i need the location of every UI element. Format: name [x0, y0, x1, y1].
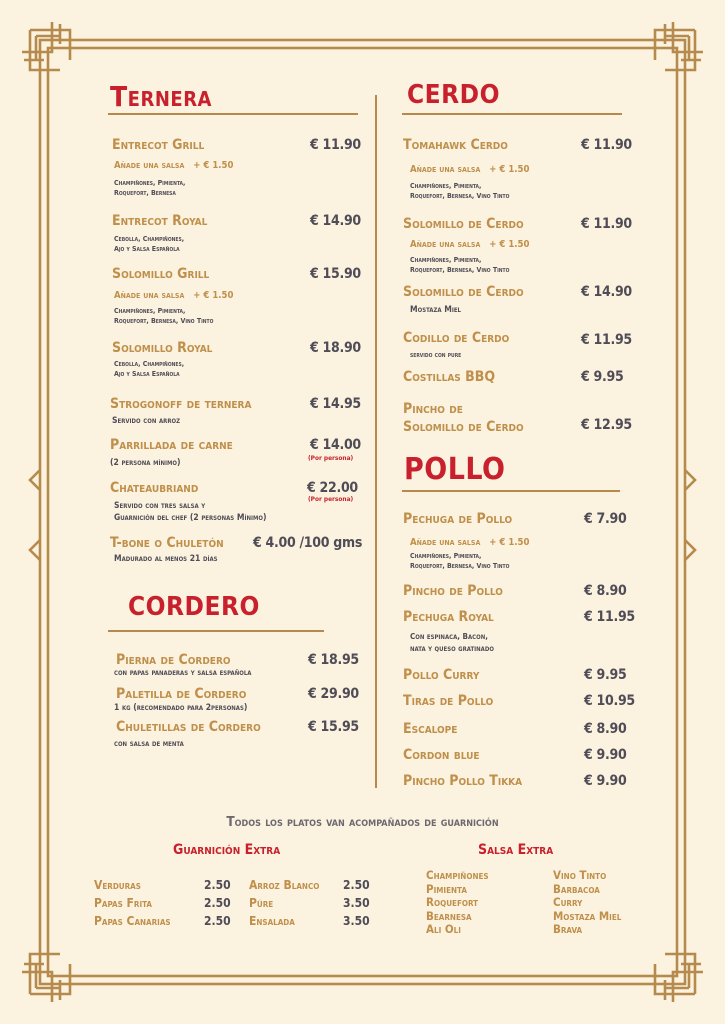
per-person-note: (Por persona) [308, 495, 354, 503]
menu-item-desc: servido con pure [410, 351, 462, 359]
garnish-name: Púre [249, 896, 274, 910]
garnish-price: 2.50 [204, 896, 231, 910]
menu-item-name: Pechuga de Pollo [403, 511, 513, 527]
menu-item-desc: Champiñones, Pimienta, Roquefort, Bernesa, Vino Tinto [410, 256, 510, 274]
menu-item-name: Strogonoff de ternera [110, 396, 252, 412]
menu-item-price: € 11.90 [581, 216, 632, 232]
sauce-item: Bearnesa [426, 908, 472, 923]
menu-item-desc: Madurado al menos 21 días [114, 554, 218, 564]
menu-item-price: € 8.90 [584, 721, 627, 737]
menu-item-desc: Champiñones, Pimienta, Roquefort, Bernesa [114, 179, 186, 197]
menu-item-name: Pierna de Cordero [116, 652, 231, 668]
menu-item-desc: Mostaza Miel [410, 305, 461, 315]
menu-item-name: Pollo Curry [403, 667, 480, 683]
menu-item-desc: Servido con arroz [112, 416, 180, 426]
garnish-name: Ensalada [249, 914, 295, 928]
menu-item-desc: Champiñones, Pimienta, Roquefort, Bernesa, Vino Tinto [114, 307, 214, 325]
per-person-note: (Por persona) [308, 454, 354, 462]
menu-item-name: Pechuga Royal [403, 609, 494, 625]
menu-item-price: € 14.90 [310, 213, 361, 229]
section-title-ternera: Ternera [110, 80, 212, 113]
menu-item-desc: Servido con tres salsa y Guarnición del chef (2 personas Mínimo) [114, 501, 267, 523]
menu-item-price: € 15.90 [310, 266, 361, 282]
menu-item-price: € 7.90 [584, 511, 627, 527]
menu-item-desc: Champiñones, Pimienta, Roquefort, Bernesa, Vino Tinto [410, 552, 510, 570]
column-divider [375, 95, 377, 788]
menu-item-name: Paletilla de Cordero [116, 686, 247, 702]
salsa-extra-title: Salsa Extra [478, 842, 554, 858]
garnish-name: Arroz Blanco [249, 878, 320, 892]
menu-item-name: Pincho de Pollo [403, 583, 503, 599]
menu-item-price: € 9.90 [584, 747, 627, 763]
menu-item-price: € 11.95 [581, 332, 632, 348]
salsa-label: Añade una salsa + € 1.50 [410, 239, 530, 250]
menu-item-desc: 1 kg (recomendado para 2personas) [114, 703, 248, 713]
menu-item-name: Escalope [403, 721, 458, 737]
garnish-name: Papas Canarias [94, 914, 171, 928]
menu-item-name: Tomahawk Cerdo [403, 137, 508, 153]
menu-item-price: € 14.90 [581, 284, 632, 300]
menu-item-name: Chateaubriand [110, 480, 199, 496]
menu-item-name: Solomillo de Cerdo [403, 284, 524, 300]
menu-item-price: € 9.95 [584, 667, 627, 683]
menu-item-name: Solomillo Royal [112, 340, 213, 356]
menu-item-name: Costillas BBQ [403, 369, 496, 385]
menu-item-desc: Cebolla, Champiñones, Ajo y Salsa Española [114, 360, 185, 378]
menu-item-price: € 8.90 [584, 583, 627, 599]
garnish-price: 3.50 [343, 896, 370, 910]
sauce-item: Barbacoa [553, 881, 600, 896]
garnish-price: 2.50 [204, 914, 231, 928]
sauce-list [426, 869, 489, 937]
menu-item-price: € 9.90 [584, 773, 627, 789]
menu-item-desc: con papas panaderas y salsa española [114, 668, 252, 678]
salsa-label: Añade una salsa + € 1.50 [410, 537, 530, 548]
sauce-item: Ali Oli [426, 922, 461, 937]
garnish-name: Verduras [94, 878, 141, 892]
menu-item-price: € 14.00 [310, 437, 361, 453]
section-rule [402, 113, 622, 115]
menu-item-name: Codillo de Cerdo [403, 330, 510, 346]
menu-item-price: € 18.90 [310, 340, 361, 356]
section-rule [108, 630, 324, 632]
menu-item-price: € 18.95 [308, 652, 359, 668]
menu-item-price: € 14.95 [310, 396, 361, 412]
menu-item-price: € 11.95 [584, 609, 635, 625]
section-title-cerdo: CERDO [407, 80, 500, 110]
sauce-item: Mostaza Miel [553, 908, 622, 923]
section-rule [402, 490, 620, 492]
menu-item-name: Chuletillas de Cordero [116, 719, 261, 735]
menu-item-price: € 12.95 [581, 417, 632, 433]
menu-item-name: T-bone o Chuletón [110, 535, 224, 551]
sauce-item: Roquefort [426, 895, 479, 910]
sauce-item: Pimienta [426, 881, 467, 896]
garnish-price: 2.50 [204, 878, 231, 892]
menu-item-name: Cordon blue [403, 747, 480, 763]
menu-item-name: Solomillo de Cerdo [403, 216, 524, 232]
sauce-list [553, 869, 621, 937]
salsa-label: Añade una salsa + € 1.50 [114, 290, 234, 301]
menu-item-price: € 4.00 /100 gms [253, 535, 363, 551]
menu-item-name: Parrillada de carne [110, 437, 233, 453]
menu-item-price: € 9.95 [581, 369, 624, 385]
menu-item-name: Tiras de Pollo [403, 693, 494, 709]
menu-item-price: € 29.90 [308, 686, 359, 702]
section-title-cordero: CORDERO [128, 592, 260, 622]
menu-item-name: Solomillo Grill [112, 266, 210, 282]
garnish-price: 3.50 [343, 914, 370, 928]
menu-item-name: Entrecot Grill [112, 137, 205, 153]
section-title-pollo: POLLO [404, 452, 506, 487]
menu-item-desc: Cebolla, Champiñones, Ajo y Salsa Española [114, 235, 185, 253]
menu-item-name: Entrecot Royal [112, 213, 208, 229]
sauce-item: Champiñones [426, 868, 489, 882]
sauce-item: Vino Tinto [553, 868, 607, 882]
menu-item-name: Pincho de Solomillo de Cerdo [403, 401, 524, 435]
menu-item-name: Pincho Pollo Tikka [403, 773, 523, 789]
menu-item-price: € 11.90 [581, 137, 632, 153]
garnish-price: 2.50 [343, 878, 370, 892]
menu-item-price: € 15.95 [308, 719, 359, 735]
garnish-name: Papas Frita [94, 896, 152, 910]
menu-item-desc: Con espinaca, Bacon, nata y queso gratinado [410, 632, 494, 653]
menu-item-desc: Champiñones, Pimienta, Roquefort, Bernesa, Vino Tinto [410, 182, 510, 200]
section-rule [108, 113, 358, 115]
menu-item-price: € 11.90 [310, 137, 361, 153]
menu-item-price: € 22.00 [307, 480, 358, 496]
sauce-item: Curry [553, 895, 583, 910]
menu-item-desc: con salsa de menta [114, 739, 184, 749]
guarnicion-extra-title: Guarnición Extra [173, 842, 281, 858]
salsa-label: Añade una salsa + € 1.50 [410, 164, 530, 175]
menu-item-desc: (2 persona mínimo) [110, 458, 181, 468]
menu-item-price: € 10.95 [584, 693, 635, 709]
garnish-note: Todos los platos van acompañados de guarnición [226, 814, 499, 830]
salsa-label: Añade una salsa + € 1.50 [114, 160, 234, 171]
sauce-item: Brava [553, 922, 583, 937]
